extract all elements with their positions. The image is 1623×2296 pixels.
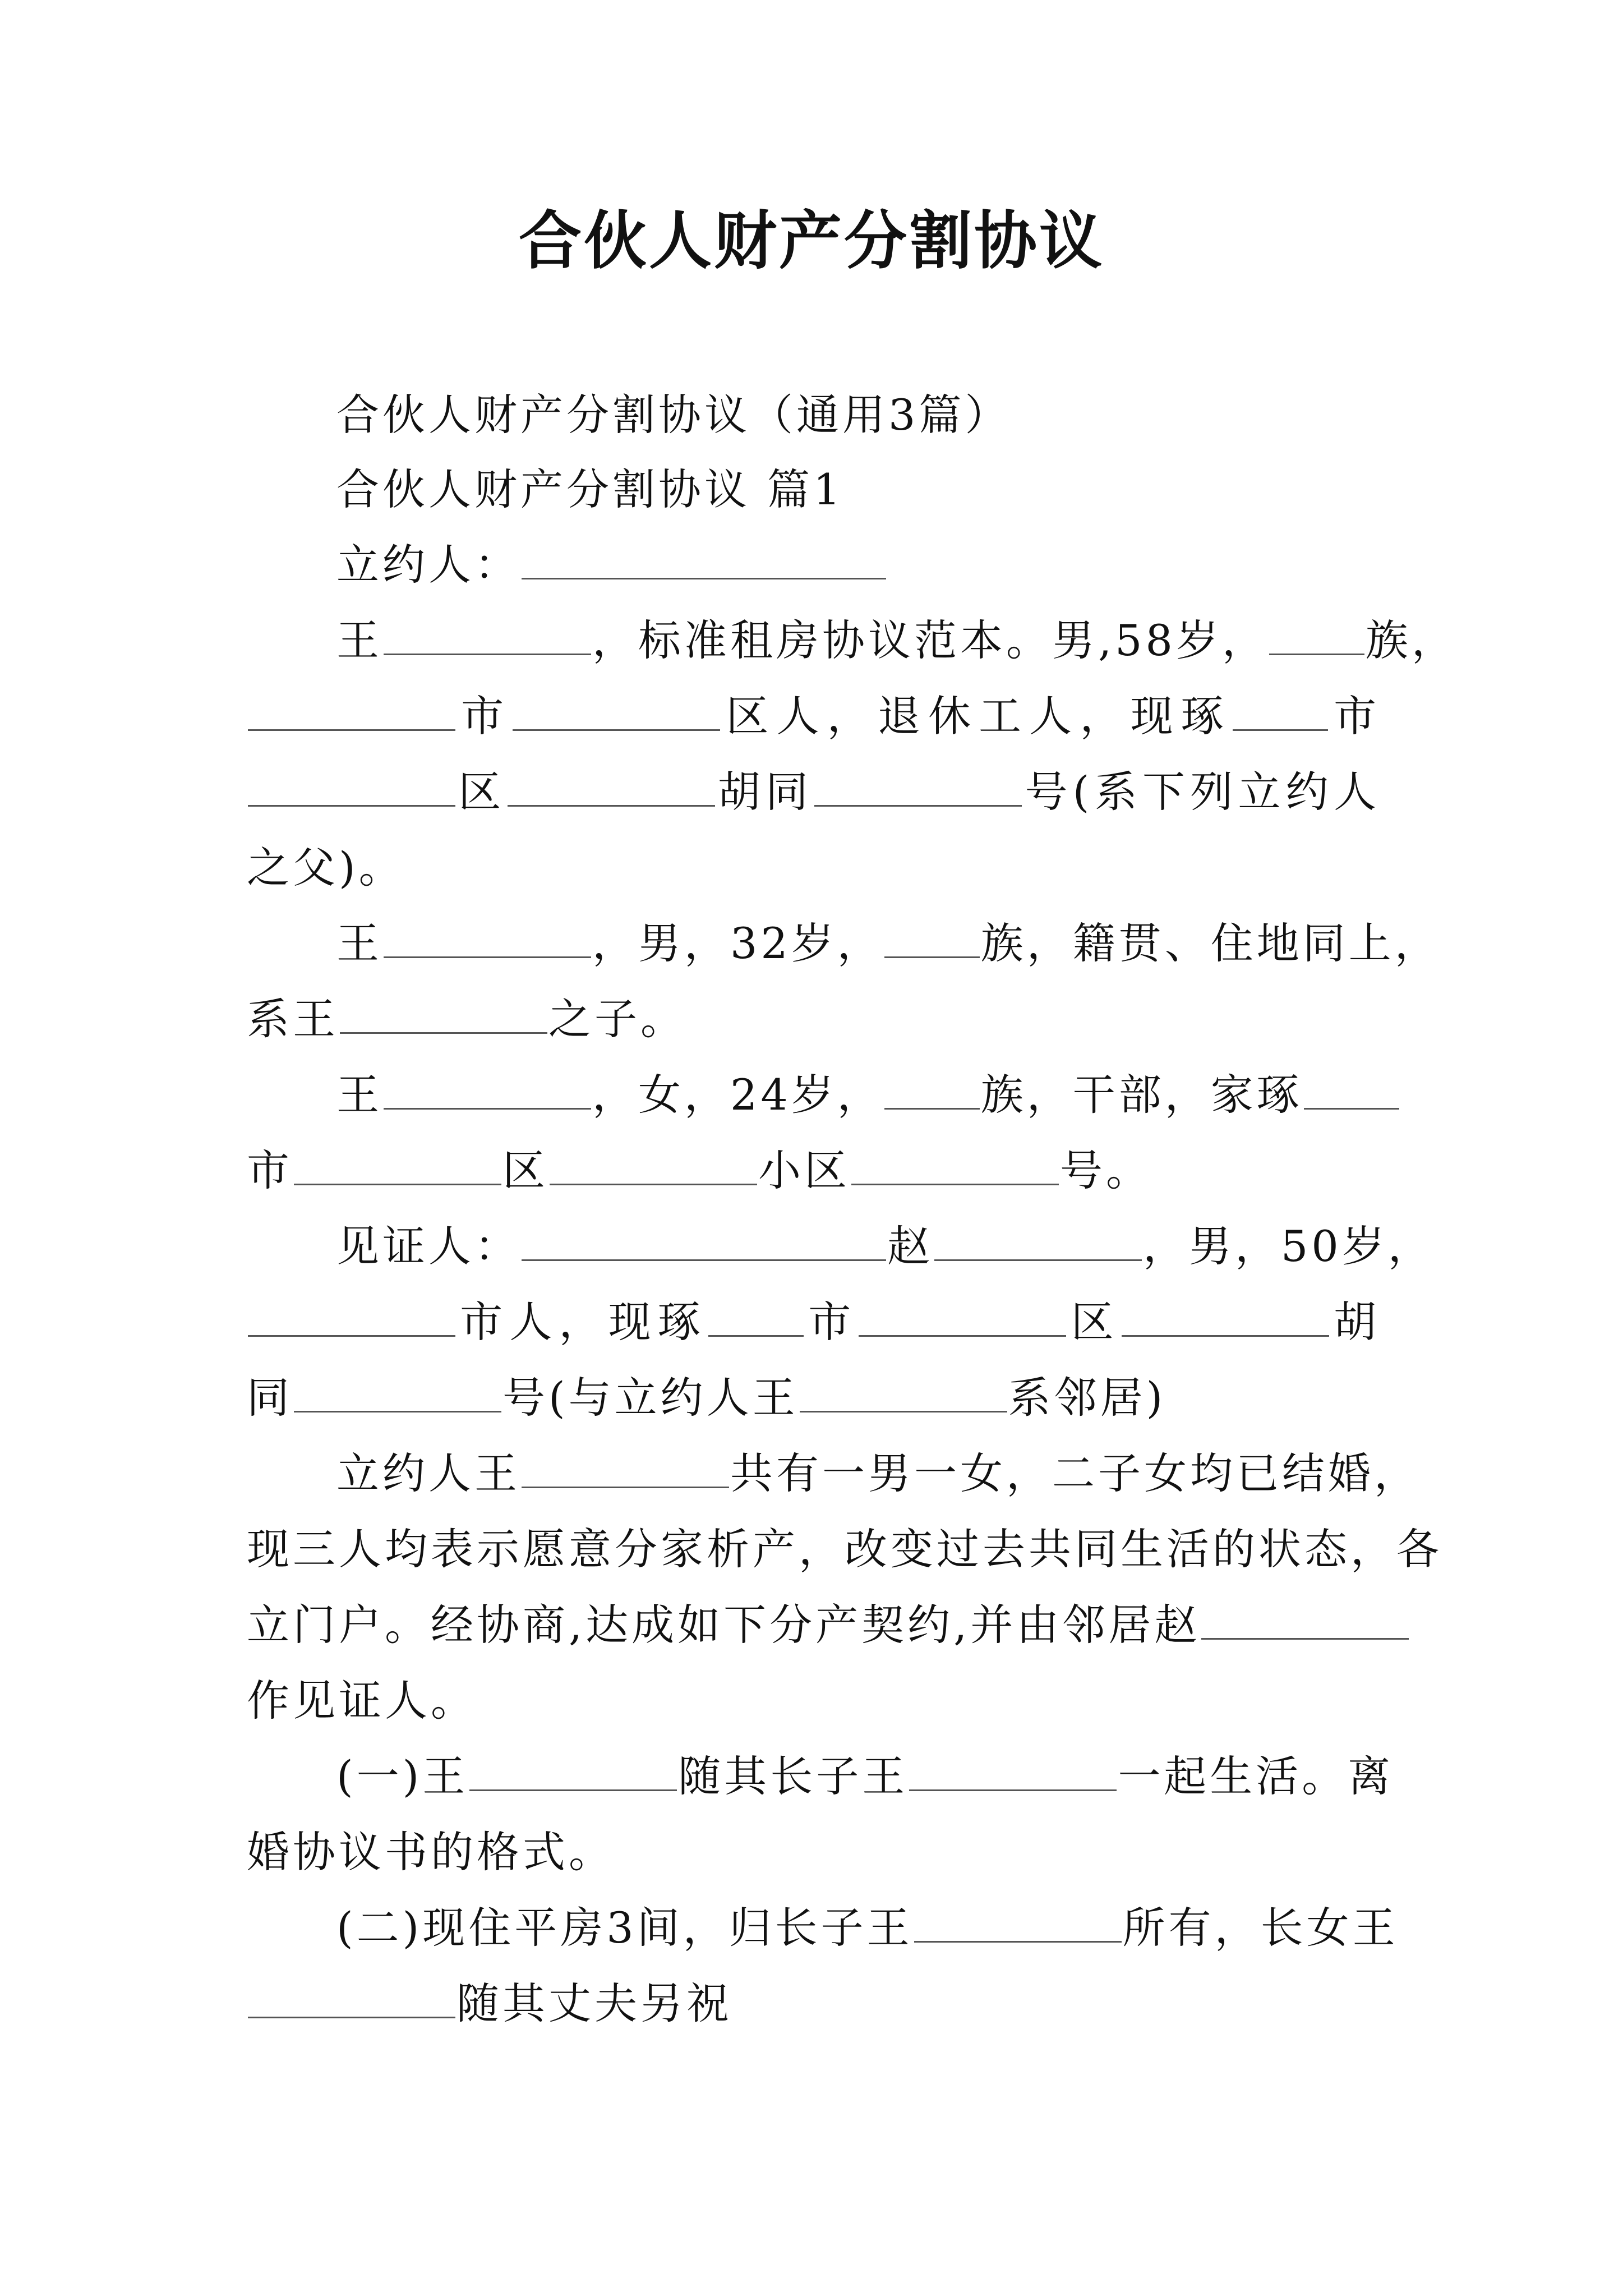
paragraph-line: 王 ，标准租房协议范本。男,58岁， 族，	[336, 615, 1458, 665]
fill-in-blank	[294, 1377, 501, 1412]
document-subtitle: 合伙人财产分割协议（通用3篇）	[336, 390, 1011, 440]
fill-in-blank	[248, 771, 455, 807]
paragraph-line: 现三人均表示愿意分家析产，改变过去共同生活的状态，各	[247, 1524, 1442, 1574]
fill-in-blank	[859, 1301, 1066, 1337]
paragraph-line: 立约人王 共有一男一女，二子女均已结婚，	[336, 1448, 1420, 1498]
fill-in-blank	[248, 1301, 455, 1337]
paragraph-line: 市人，现琢 市 区 胡	[247, 1286, 1380, 1359]
fill-in-blank	[508, 771, 715, 807]
fill-in-blank	[384, 620, 591, 655]
fill-in-blank	[469, 1756, 677, 1791]
fill-in-blank	[294, 1150, 501, 1185]
fill-in-blank	[708, 1301, 804, 1337]
paragraph-line: 区 胡同 号(系下列立约人	[247, 756, 1380, 829]
fill-in-blank	[513, 696, 720, 731]
paragraph-line: 见证人： 赵 ，男，50岁，	[336, 1221, 1434, 1271]
paragraph-line: 王 ，男，32岁， 族，籍贯、住地同上，	[336, 918, 1441, 968]
paragraph-line: 立约人：	[336, 528, 1380, 601]
paragraph-line: 婚协议书的格式。	[247, 1827, 615, 1877]
fill-in-blank	[522, 1453, 729, 1488]
fill-in-blank	[851, 1150, 1059, 1185]
paragraph-line: 作见证人。	[247, 1676, 477, 1726]
fill-in-blank	[1233, 696, 1328, 731]
fill-in-blank	[248, 696, 455, 731]
fill-in-blank	[884, 1074, 980, 1110]
fill-in-blank	[909, 1756, 1117, 1791]
fill-in-blank	[384, 923, 591, 958]
fill-in-blank	[1122, 1301, 1329, 1337]
paragraph-line: (二)现住平房3间，归长子王 所有，长女王	[336, 1903, 1399, 1953]
paragraph-line: 同 号(与立约人王 系邻居)	[247, 1373, 1166, 1423]
paragraph-line: 系王 之子。	[247, 994, 686, 1044]
fill-in-blank	[1269, 620, 1364, 655]
fill-in-blank	[550, 1150, 757, 1185]
paragraph-line: (一)王 随其长子王 一起生活。离	[336, 1751, 1394, 1801]
paragraph-line: 随其丈夫另祝	[247, 1967, 1380, 2040]
fill-in-blank	[914, 1907, 1122, 1943]
fill-in-blank	[522, 544, 886, 579]
fill-in-blank	[340, 999, 547, 1034]
fill-in-blank	[884, 923, 980, 958]
fill-in-blank	[384, 1074, 591, 1110]
fill-in-blank	[934, 1226, 1142, 1261]
section-heading: 合伙人财产分割协议 篇1	[336, 464, 844, 514]
fill-in-blank	[522, 1226, 886, 1261]
document-title: 合伙人财产分割协议	[519, 204, 1104, 278]
paragraph-line: 市 区 小区 号。	[247, 1145, 1152, 1195]
fill-in-blank	[814, 771, 1022, 807]
paragraph-line: 王 ，女，24岁， 族，干部，家琢	[336, 1059, 1380, 1131]
fill-in-blank	[800, 1377, 1007, 1412]
paragraph-line: 之父)。	[247, 843, 405, 892]
paragraph-line: 立门户。经协商,达成如下分产契约,并由邻居赵	[247, 1589, 1380, 1662]
fill-in-blank	[1304, 1074, 1399, 1110]
fill-in-blank	[1201, 1604, 1409, 1640]
paragraph-line: 市 区人，退休工人，现琢 市	[247, 680, 1380, 753]
fill-in-blank	[248, 1983, 455, 2018]
